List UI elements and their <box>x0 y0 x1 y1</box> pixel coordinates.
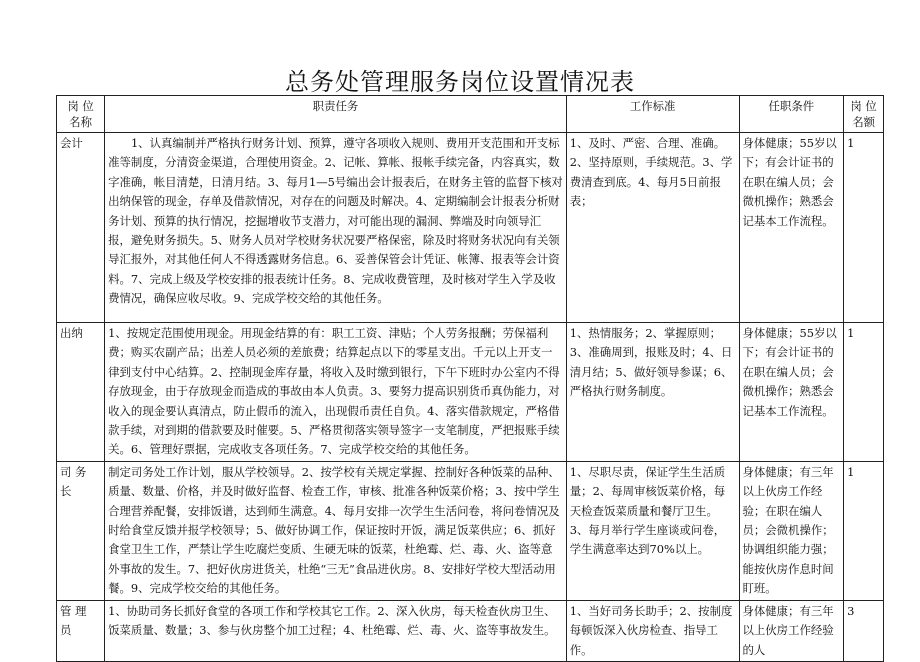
cell-standard: 1、尽职尽责，保证学生生活质量；2、每周审核饭菜价格，每天检查饭菜质量和餐厅卫生。3、每月举行学生座谈或问卷，学生满意率达到70%以上。 <box>566 461 739 600</box>
cell-duties: 1、按规定范围使用现金。用现金结算的有：职工工资、津贴；个人劳务报酬；劳保福利费；购买农副产品；出差人员必须的差旅费；结算起点以下的零星支出。千元以上开支一律到支付中心结算。2、控制现金库存量，将收入及时缴到银行，下午下班时办公室内不得存放现金，由于存放现金而造成的事故由本人负责。3、要努力提高识别货币真伪能力，对收入的现金要认真清点，防止假币的流入，出现假币责任自负。4、落实借款规定，严格借款手续，对到期的借款要及时催要。5、严格贯彻落实领导签字一支笔制度，严把报账手续关。6、管理好票据，完成收支各项任务。7、完成学校交给的其他任务。 <box>105 323 567 462</box>
cell-position: 司 务 长 <box>57 461 105 600</box>
table-row <box>57 461 884 600</box>
position-table <box>56 95 884 662</box>
cell-qualification: 身体健康；有三年以上伙房工作经验；在职在编人员；会微机操作；协调组织能力强；能按伙房作息时间盯班。 <box>739 461 844 600</box>
cell-position: 出纳 <box>57 323 105 462</box>
cell-duties: 1、协助司务长抓好食堂的各项工作和学校其它工作。2、深入伙房，每天检查伙房卫生、饭菜质量、数量；3、参与伙房整个加工过程；4、杜绝霉、烂、毒、火、盗等事故发生。 <box>105 600 567 661</box>
table-row <box>57 323 884 462</box>
header-qualification: 任职条件 <box>739 96 844 133</box>
cell-standard: 1、热情服务；2、掌握原则；3、准确周到，报账及时；4、日清月结；5、做好领导参谋；6、严格执行财务制度。 <box>566 323 739 462</box>
cell-quota: 1 <box>844 133 884 323</box>
table-row <box>57 600 884 661</box>
cell-qualification: 身体健康；有三年以上伙房工作经验的人 <box>739 600 844 661</box>
cell-standard: 1、当好司务长助手；2、按制度每顿饭深入伙房检查、指导工作。 <box>566 600 739 661</box>
cell-qualification: 身体健康；55岁以下；有会计证书的在职在编人员；会微机操作；熟悉会记基本工作流程。 <box>739 133 844 323</box>
header-standard: 工作标准 <box>566 96 739 133</box>
cell-quota: 3 <box>844 600 884 661</box>
cell-position: 管 理 员 <box>57 600 105 661</box>
header-position: 岗 位 名称 <box>57 96 105 133</box>
cell-quota: 1 <box>844 323 884 462</box>
header-row <box>57 96 884 133</box>
cell-position: 会计 <box>57 133 105 323</box>
cell-duties: 制定司务处工作计划，服从学校领导。2、按学校有关规定掌握、控制好各种饭菜的品种、质量、数量、价格，并及时做好监督、检查工作，审核、批准各种饭菜价格；3、按中学生合理营养配餐，安排饭谱，达到师生满意。4、每月安排一次学生生活问卷，将问卷情况及时给食堂反馈并报学校领导；5、做好协调工作，保证按时开饭，满足饭菜供应；6、抓好食堂卫生工作，严禁让学生吃腐烂变质、生硬无味的饭菜，杜绝霉、烂、毒、火、盗等意外事故的发生。7、把好伙房进货关，杜绝“三无”食品进伙房。8、安排好学校大型活动用餐。9、完成学校交给的其他任务。 <box>105 461 567 600</box>
table-row <box>57 133 884 323</box>
cell-qualification: 身体健康；55岁以下；有会计证书的在职在编人员；会微机操作；熟悉会记基本工作流程。 <box>739 323 844 462</box>
cell-duties: 1、认真编制并严格执行财务计划、预算，遵守各项收入规则、费用开支范围和开支标准等制度，分清资金渠道，合理使用资金。2、记帐、算帐、报帐手续完备，内容真实，数字准确，帐目清楚，日清月结。3、每月1—5号编出会计报表后，在财务主管的监督下核对出纳保管的现金，存单及借款情况，对存在的问题及时解决。4、定期编制会计报表分析财务计划、预算的执行情况，挖掘增收节支潜力，对可能出现的漏洞、弊端及时向领导汇报，避免财务损失。5、财务人员对学校财务状况要严格保密，除及时将财务状况向有关领导汇报外，对其他任何人不得透露财务信息。6、妥善保管会计凭证、帐簿、报表等会计资料。7、完成上级及学校安排的报表统计任务。8、完成收费管理，及时核对学生入学及收费情况，确保应收尽收。9、完成学校交给的其他任务。 <box>105 133 567 323</box>
cell-quota: 1 <box>844 461 884 600</box>
document-title: 总务处管理服务岗位设置情况表 <box>285 68 635 96</box>
cell-standard: 1、及时、严密、合理、准确。2、坚持原则，手续规范。3、学费清查到底。4、每月5日前报表； <box>566 133 739 323</box>
header-duties: 职责任务 <box>105 96 567 133</box>
header-quota: 岗 位 名额 <box>844 96 884 133</box>
